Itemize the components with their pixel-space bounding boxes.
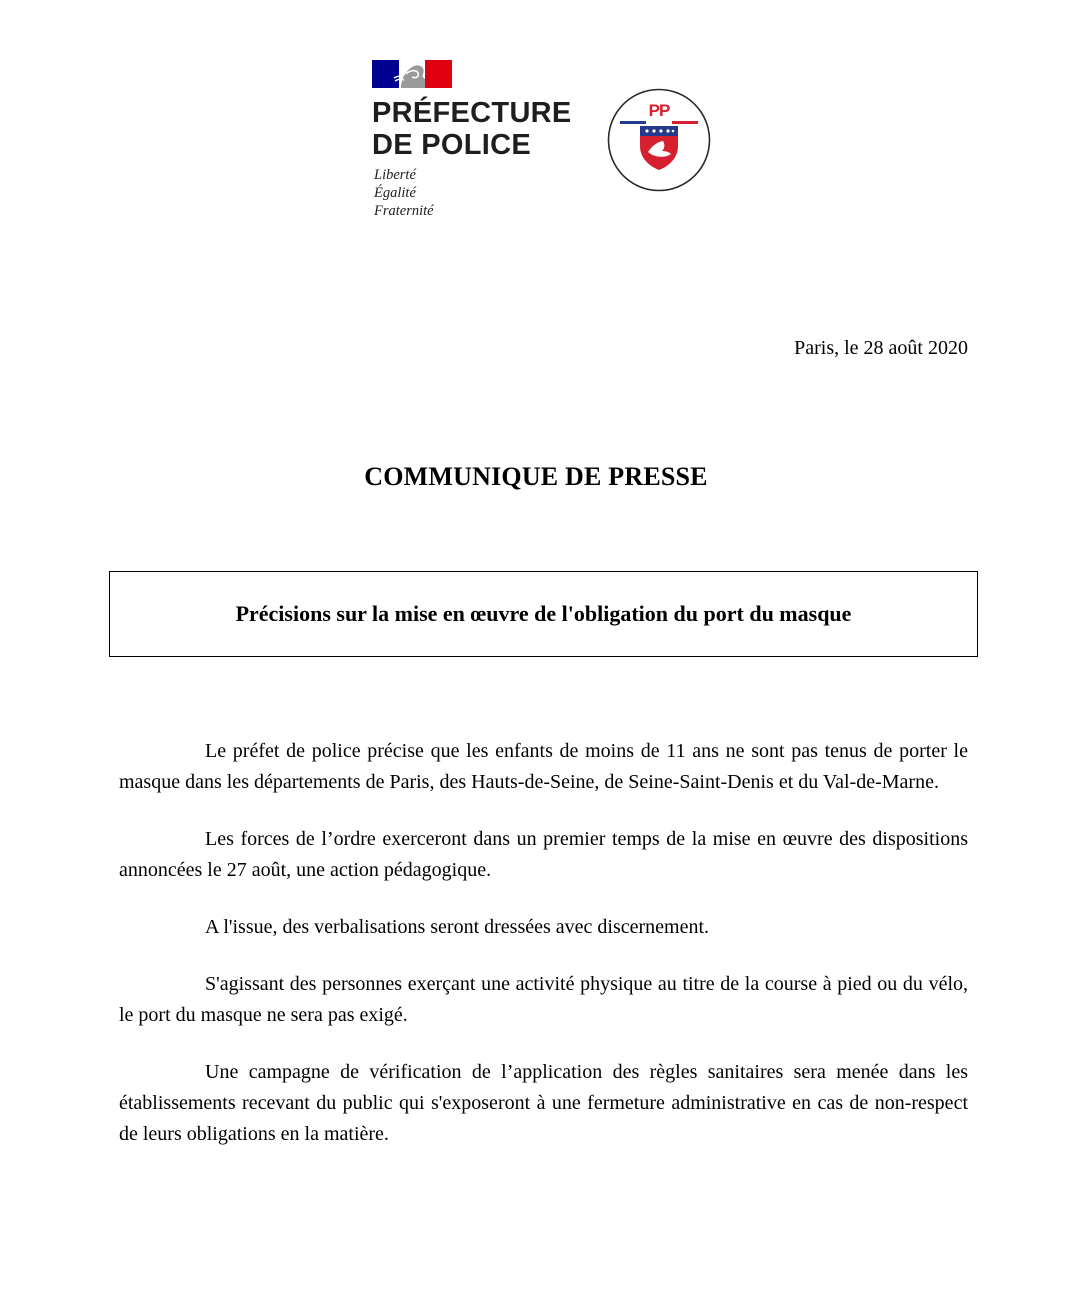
paragraph-verbalisations: A l'issue, des verbalisations seront dressées avec discernement. xyxy=(205,916,710,938)
marianne-flag-icon xyxy=(372,60,452,88)
wordmark-line-1: PRÉFECTURE xyxy=(372,97,572,129)
paragraph-sports-exemption: S'agissant des personnes exerçant une activité physique au titre de la course à pied ou du vélo, le port du masque ne sera pas exigé. xyxy=(119,973,968,1026)
paragraph-pedagogical-action: Les forces de l’ordre exerceront dans un premier temps de la mise en œuvre des dispositions annoncées le 27 août, une action pédagogique. xyxy=(119,828,968,881)
paragraph-verification-campaign: Une campagne de vérification de l’application des règles sanitaires sera menée dans les établissements recevant du public qui s'exposeront à une fermeture administrative en cas de non-respect de leurs obligations en la matière. xyxy=(119,1061,968,1145)
prefecture-logo xyxy=(372,60,572,230)
paragraph-children-exemption: Le préfet de police précise que les enfants de moins de 11 ans ne sont pas tenus de porter le masque dans les départements de Paris, des Hauts-de-Seine, de Seine-Saint-Denis et du Val-de-Marne. xyxy=(119,740,968,793)
subject-box xyxy=(109,571,978,657)
motto-liberte: Liberté xyxy=(374,167,416,183)
emblem-initials: PP xyxy=(648,101,670,120)
motto-fraternite: Fraternité xyxy=(374,203,434,219)
prefecture-wordmark xyxy=(372,97,572,161)
press-release-body xyxy=(119,736,968,1150)
document-title: COMMUNIQUE DE PRESSE xyxy=(364,462,708,491)
republic-motto xyxy=(374,166,434,220)
motto-egalite: Égalité xyxy=(374,185,416,201)
wordmark-line-2: DE POLICE xyxy=(372,129,531,161)
subject-text: Précisions sur la mise en œuvre de l'obligation du port du masque xyxy=(235,601,852,626)
document-date: Paris, le 28 août 2020 xyxy=(794,337,968,359)
pp-emblem-icon xyxy=(607,88,711,192)
